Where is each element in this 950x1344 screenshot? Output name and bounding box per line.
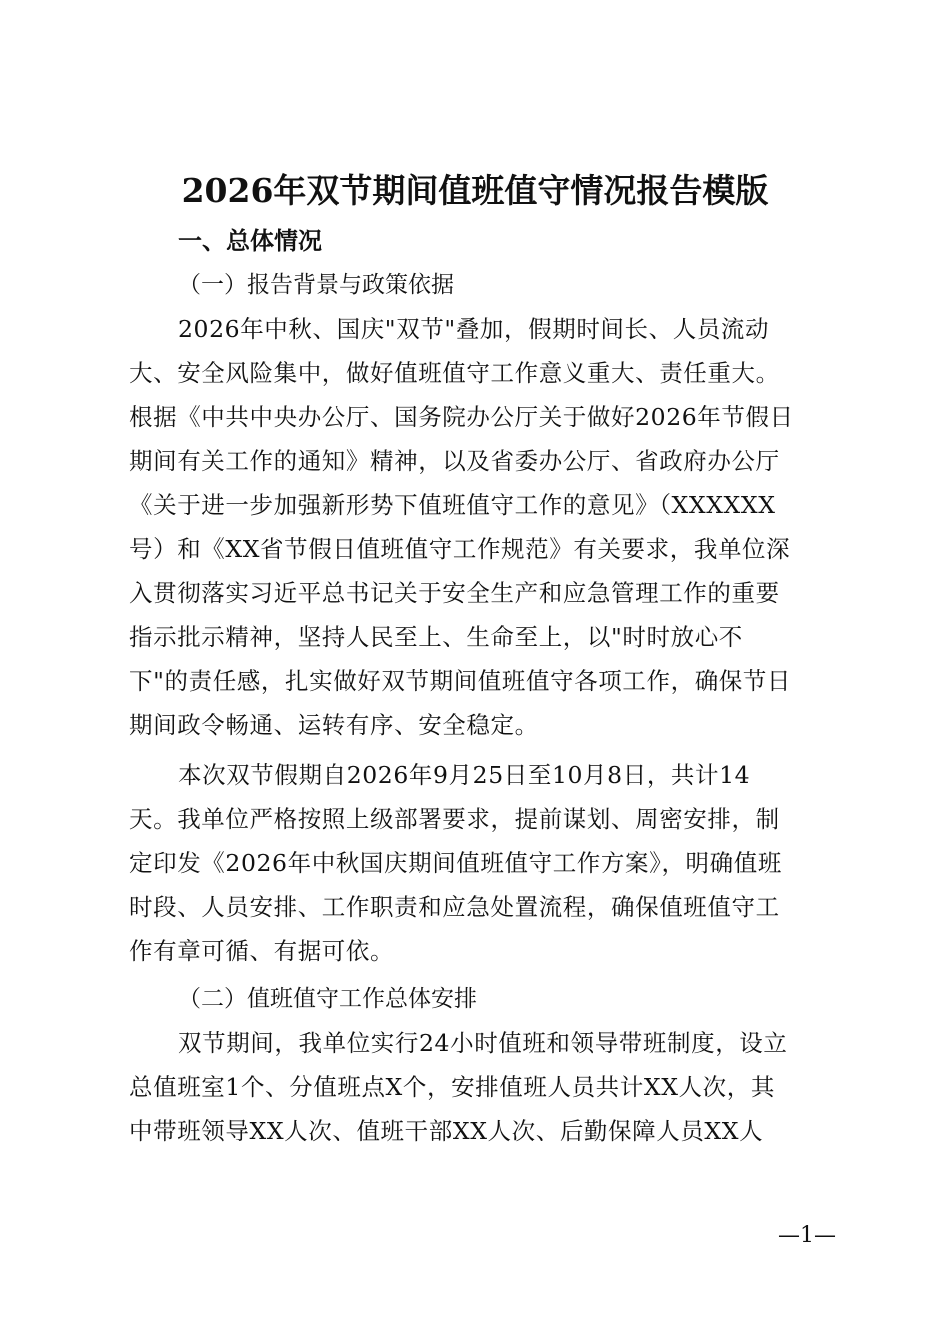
paragraph-line: 时段、人员安排、工作职责和应急处置流程，确保值班值守工	[129, 893, 780, 921]
paragraph-line: 大、安全风险集中，做好值班值守工作意义重大、责任重大。	[129, 359, 780, 387]
paragraph-line: 中带班领导XX人次、值班干部XX人次、后勤保障人员XX人	[129, 1117, 764, 1145]
paragraph-line: 《关于进一步加强新形势下值班值守工作的意见》（XXXXXX	[129, 491, 776, 519]
paragraph-line: 指示批示精神，坚持人民至上、生命至上，以"时时放心不	[129, 623, 743, 651]
paragraph-line: 双节期间，我单位实行24小时值班和领导带班制度，设立	[178, 1029, 788, 1057]
paragraph-line: 作有章可循、有据可依。	[129, 937, 395, 965]
paragraph-line: 2026年中秋、国庆"双节"叠加，假期时间长、人员流动	[178, 315, 770, 343]
paragraph-line: 天。我单位严格按照上级部署要求，提前谋划、周密安排，制	[129, 805, 780, 833]
document-title: 2026年双节期间值班值守情况报告模版	[181, 171, 769, 210]
paragraph-line: 期间政令畅通、运转有序、安全稳定。	[129, 711, 539, 739]
paragraph-line: 入贯彻落实习近平总书记关于安全生产和应急管理工作的重要	[129, 579, 780, 607]
paragraph-line: 本次双节假期自2026年9月25日至10月8日，共计14	[178, 761, 751, 789]
subsection-heading-arrangement: （二）值班值守工作总体安排	[178, 986, 477, 1012]
section-heading-overview: 一、总体情况	[178, 227, 322, 255]
paragraph-line: 期间有关工作的通知》精神，以及省委办公厅、省政府办公厅	[129, 447, 780, 475]
paragraph-line: 下"的责任感，扎实做好双节期间值班值守各项工作，确保节日	[129, 667, 792, 695]
paragraph-line: 定印发《2026年中秋国庆期间值班值守工作方案》，明确值班	[129, 849, 782, 877]
subsection-heading-background: （一）报告背景与政策依据	[178, 272, 454, 298]
paragraph-line: 号）和《XX省节假日值班值守工作规范》有关要求，我单位深	[129, 535, 791, 563]
paragraph-line: 总值班室1个、分值班点X个，安排值班人员共计XX人次，其	[129, 1073, 775, 1101]
page-number: —1—	[778, 1223, 836, 1248]
paragraph-line: 根据《中共中央办公厅、国务院办公厅关于做好2026年节假日	[129, 403, 794, 431]
